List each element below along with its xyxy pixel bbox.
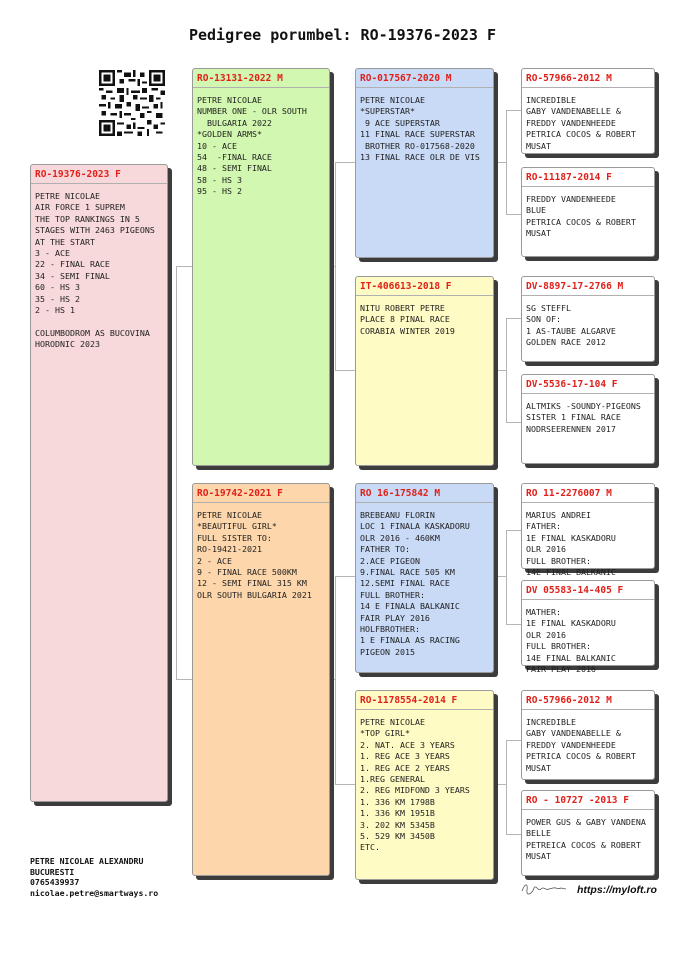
signature-icon xyxy=(520,880,568,896)
paternal-grandmother-card xyxy=(355,276,494,466)
connector-line xyxy=(335,162,355,163)
connector-line xyxy=(506,530,507,624)
connector-line xyxy=(506,110,521,111)
paternal-grandfather-details: PETRE NICOLAE *SUPERSTAR* 9 ACE SUPERSTAR 11 FINAL RACE SUPERSTAR BROTHER RO-017568-2020 13 FINAL RACE OLR DE VIS xyxy=(360,95,480,163)
subject-ring: RO-19376-2023 F xyxy=(31,165,167,184)
great-grandparent-ring: DV 05583-14-405 F xyxy=(522,581,654,600)
connector-line xyxy=(494,576,507,577)
father-card xyxy=(192,68,330,466)
father-ring: RO-13131-2022 M xyxy=(193,69,329,88)
great-grandparent-ring: RO-57966-2012 M xyxy=(522,69,654,88)
qr-code-icon xyxy=(99,70,165,136)
connector-line xyxy=(506,624,521,625)
connector-line xyxy=(335,576,355,577)
connector-line xyxy=(506,740,521,741)
maternal-grandfather-card xyxy=(355,483,494,673)
owner-city: BUCURESTI xyxy=(30,866,75,877)
connector-line xyxy=(506,214,521,215)
website-link[interactable]: https://myloft.ro xyxy=(577,884,657,896)
subject-card xyxy=(30,164,168,802)
connector-line xyxy=(176,266,192,267)
great-grandparent-ring: DV-5536-17-104 F xyxy=(522,375,654,394)
great-grandparent-details: INCREDIBLE GABY VANDENABELLE & FREDDY VANDENHEEDE PETRICA COCOS & ROBERT MUSAT xyxy=(526,717,636,773)
connector-line xyxy=(176,266,177,679)
great-grandparent-card-6 xyxy=(521,580,655,675)
great-grandparent-details: POWER GUS & GABY VANDENA BELLE PETREICA COCOS & ROBERT MUSAT xyxy=(526,817,646,862)
great-grandparent-card-4 xyxy=(521,374,655,464)
connector-line xyxy=(335,784,355,785)
connector-line xyxy=(494,370,507,371)
page-title: Pedigree porumbel: RO-19376-2023 F xyxy=(188,26,497,44)
great-grandparent-card-2 xyxy=(521,167,655,257)
owner-email[interactable]: nicolae.petre@smartways.ro xyxy=(30,887,159,898)
great-grandparent-ring: DV-8897-17-2766 M xyxy=(522,277,654,296)
maternal-grandfather-details: BREBEANU FLORIN LOC 1 FINALA KASKADORU OLR 2016 - 460KM FATHER TO: 2.ACE PIGEON 9.FINAL RACE 505 KM 12.SEMI FINAL RACE FULL BROTHER: 14 E FINALA BALKANIC FAIR PLAY 2016 HOLFBROTHER: 1 E FINALA AS RACING PIGEON 2015 xyxy=(360,510,470,657)
connector-line xyxy=(494,784,507,785)
great-grandparent-details: FREDDY VANDENHEEDE BLUE PETRICA COCOS & ROBERT MUSAT xyxy=(526,194,636,239)
great-grandparent-card-5 xyxy=(521,483,655,578)
paternal-grandmother-ring: IT-406613-2018 F xyxy=(356,277,493,296)
connector-line xyxy=(506,834,521,835)
connector-line xyxy=(506,422,521,423)
owner-contact xyxy=(30,856,158,898)
great-grandparent-card-8 xyxy=(521,790,655,876)
maternal-grandmother-card xyxy=(355,690,494,880)
great-grandparent-details: SG STEFFL SON OF: 1 AS-TAUBE ALGARVE GOLDEN RACE 2012 xyxy=(526,303,616,348)
mother-ring: RO-19742-2021 F xyxy=(193,484,329,503)
great-grandparent-details: MATHER: 1E FINAL KASKADORU OLR 2016 FULL BROTHER: 14E FINAL BALKANIC FAIR PLAY 2016 xyxy=(526,607,616,675)
connector-line xyxy=(506,318,521,319)
owner-name: PETRE NICOLAE ALEXANDRU xyxy=(30,856,144,866)
great-grandparent-details: ALTMIKS -SOUNDY-PIGEONS SISTER 1 FINAL RACE NODRSEERENNEN 2017 xyxy=(526,401,641,434)
paternal-grandmother-details: NITU ROBERT PETRE PLACE 8 PINAL RACE CORABIA WINTER 2019 xyxy=(360,303,455,336)
great-grandparent-card-1 xyxy=(521,68,655,154)
mother-card xyxy=(192,483,330,876)
paternal-grandfather-card xyxy=(355,68,494,258)
connector-line xyxy=(330,679,336,680)
great-grandparent-card-3 xyxy=(521,276,655,362)
subject-details: PETRE NICOLAE AIR FORCE 1 SUPREM THE TOP RANKINGS IN 5 STAGES WITH 2463 PIGEONS AT THE START 3 - ACE 22 - FINAL RACE 34 - SEMI FINAL 60 - HS 3 35 - HS 2 2 - HS 1 COLUMBODROM AS BUCOVINA HORODNIC 2023 xyxy=(35,191,155,350)
maternal-grandmother-ring: RO-1178554-2014 F xyxy=(356,691,493,710)
great-grandparent-ring: RO 11-2276007 M xyxy=(522,484,654,503)
connector-line xyxy=(335,576,336,784)
great-grandparent-details: INCREDIBLE GABY VANDENABELLE & FREDDY VANDENHEEDE PETRICA COCOS & ROBERT MUSAT xyxy=(526,95,636,151)
maternal-grandmother-details: PETRE NICOLAE *TOP GIRL* 2. NAT. ACE 3 YEARS 1. REG ACE 3 YEARS 1. REG ACE 2 YEARS 1.REG GENERAL 2. REG MIDFOND 3 YEARS 1. 336 KM 1798B 1. 336 KM 1951B 3. 202 KM 5345B 5. 529 KM 3450B ETC. xyxy=(360,717,470,853)
connector-line xyxy=(506,530,521,531)
mother-details: PETRE NICOLAE *BEAUTIFUL GIRL* FULL SISTER TO: RO-19421-2021 2 - ACE 9 - FINAL RACE 500KM 12 - SEMI FINAL 315 KM OLR SOUTH BULGARIA 2021 xyxy=(197,510,312,600)
connector-line xyxy=(335,370,355,371)
connector-line xyxy=(176,679,192,680)
connector-line xyxy=(494,162,507,163)
maternal-grandfather-ring: RO 16-175842 M xyxy=(356,484,493,503)
great-grandparent-ring: RO-57966-2012 M xyxy=(522,691,654,710)
father-details: PETRE NICOLAE NUMBER ONE - OLR SOUTH BULGARIA 2022 *GOLDEN ARMS* 10 - ACE 54 -FINAL RACE 48 - SEMI FINAL 58 - HS 3 95 - HS 2 xyxy=(197,95,307,197)
connector-line xyxy=(506,740,507,834)
owner-phone: 0765439937 xyxy=(30,877,80,888)
great-grandparent-details: MARIUS ANDREI FATHER: 1E FINAL KASKADORU OLR 2016 FULL BROTHER: 14E FINAL BALKANIC xyxy=(526,510,616,578)
great-grandparent-ring: RO-11187-2014 F xyxy=(522,168,654,187)
great-grandparent-card-7 xyxy=(521,690,655,780)
great-grandparent-ring: RO - 10727 -2013 F xyxy=(522,791,654,810)
paternal-grandfather-ring: RO-017567-2020 M xyxy=(356,69,493,88)
connector-line xyxy=(330,266,336,267)
